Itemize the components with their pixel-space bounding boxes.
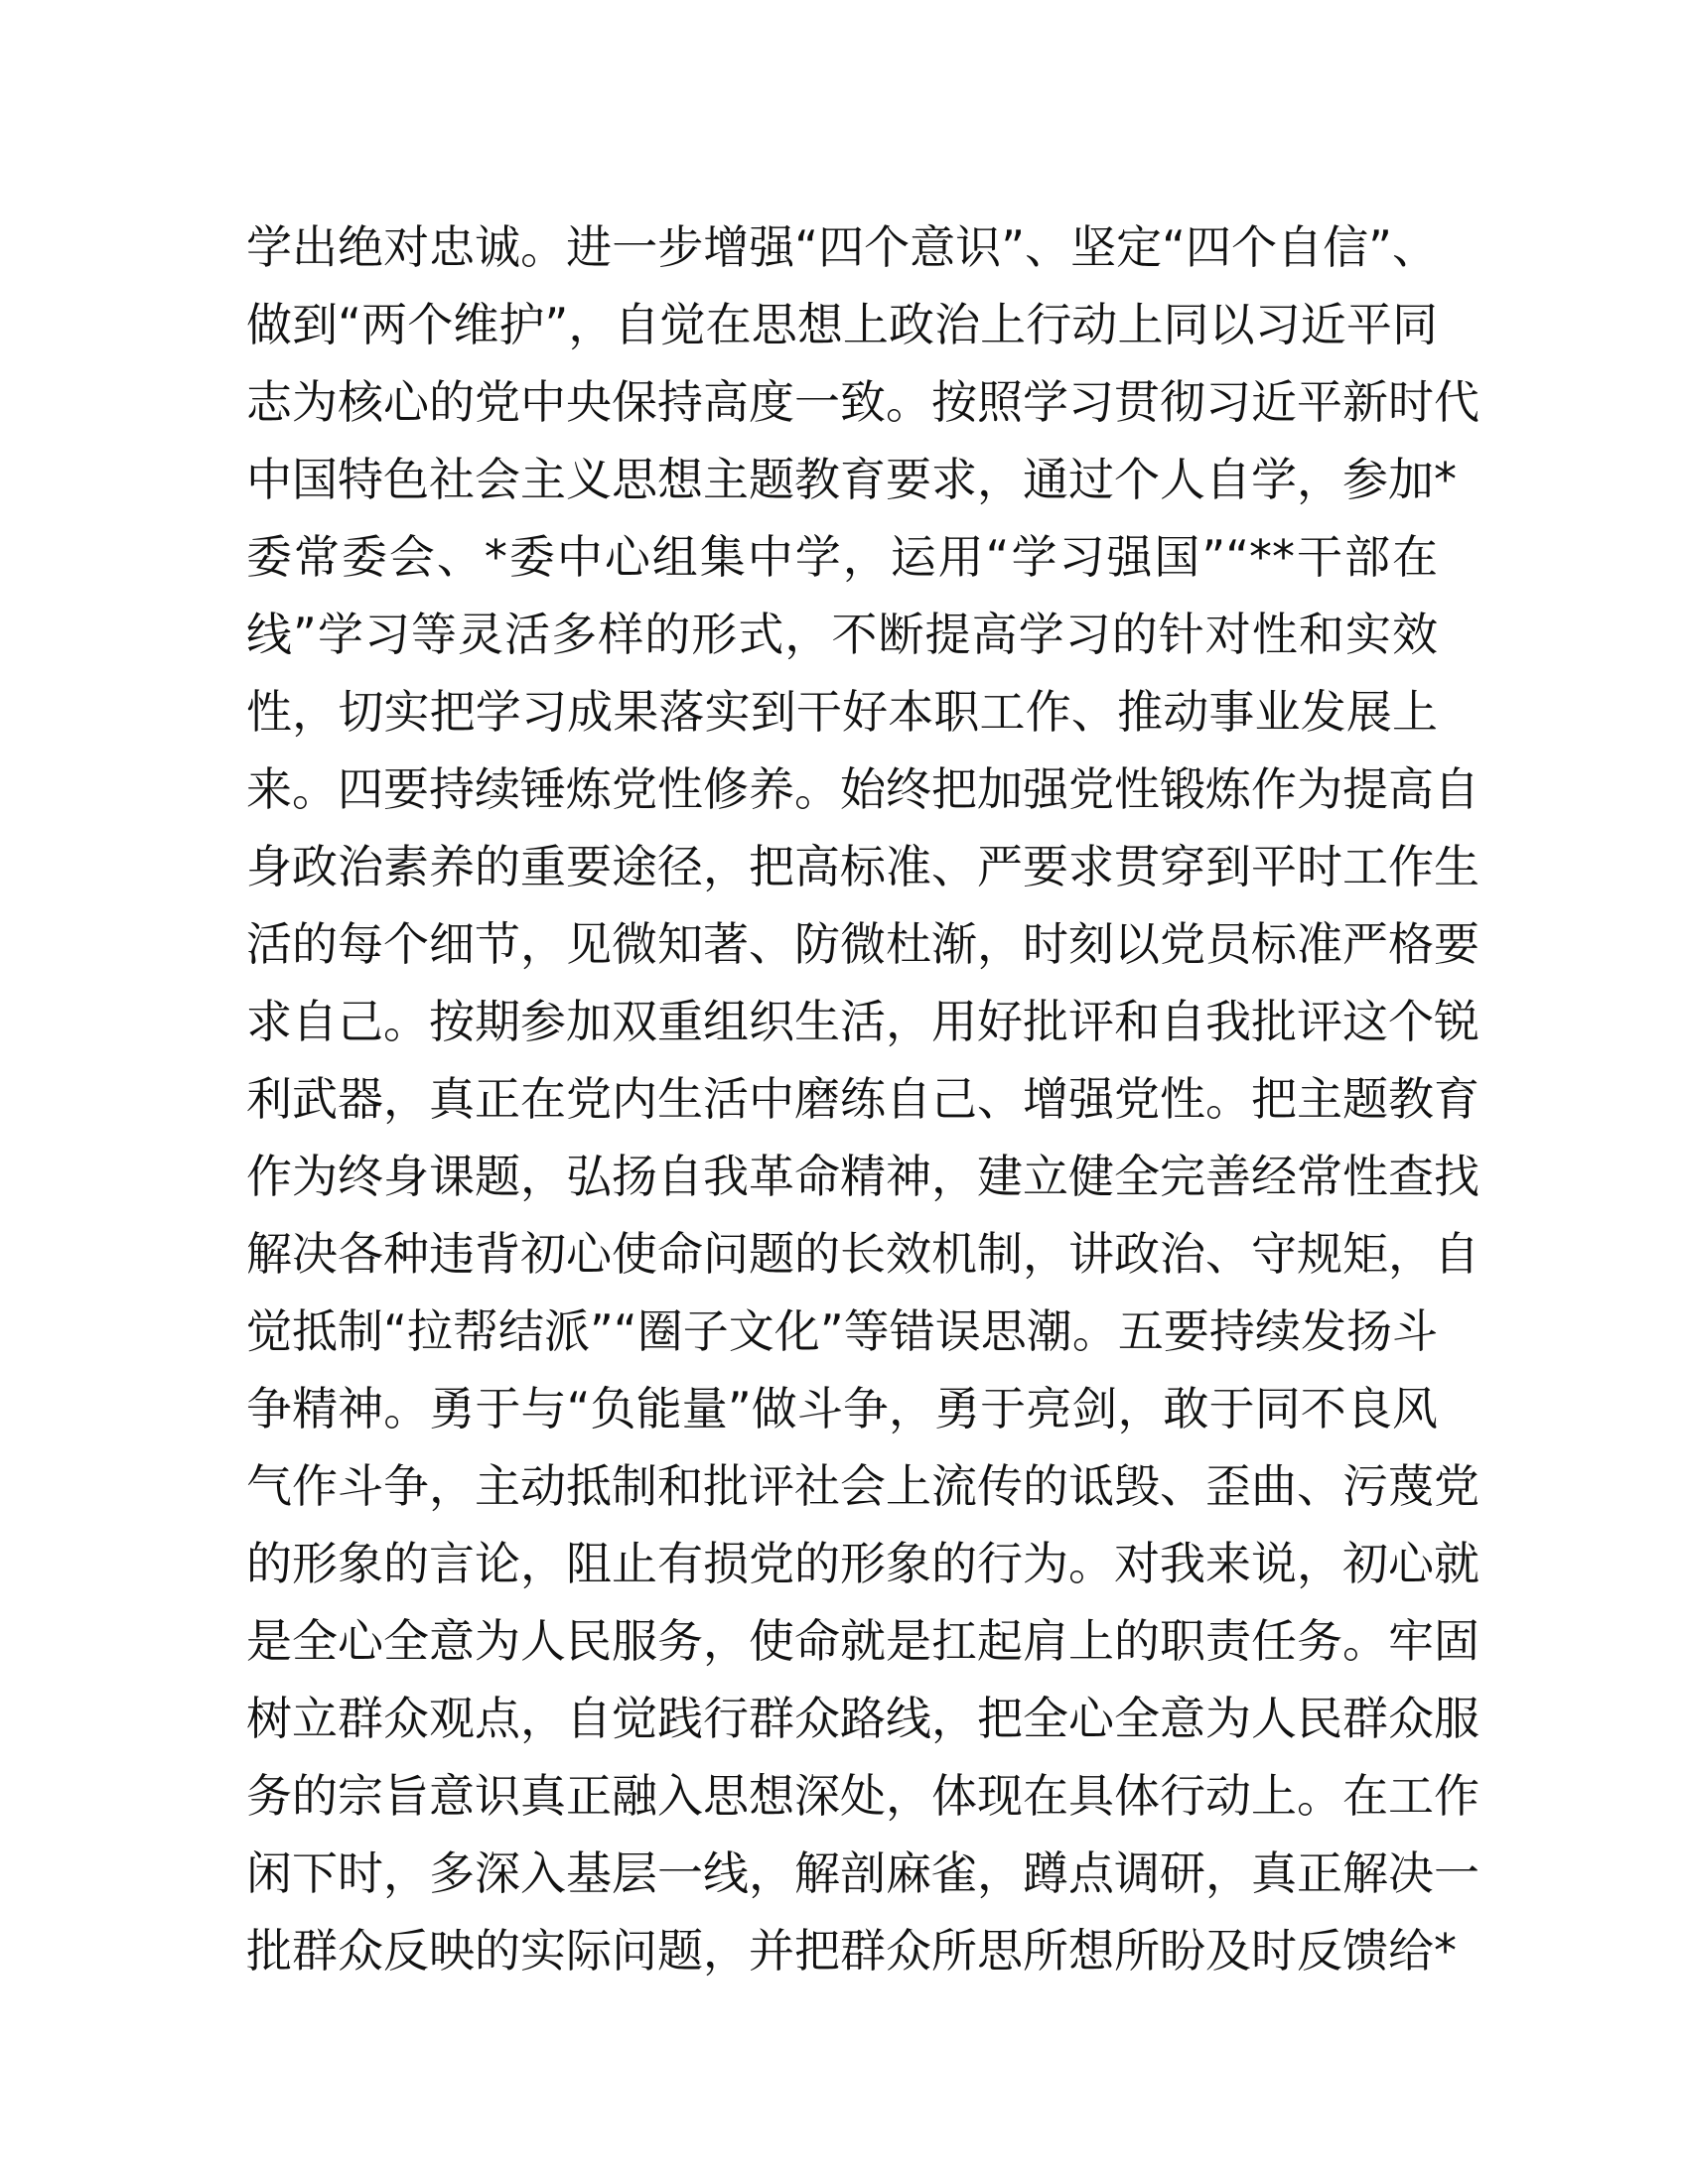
text-line: 利武器，真正在党内生活中磨练自己、增强党性。把主题教育 <box>246 1072 1479 1126</box>
text-line: 线”学习等灵活多样的形式，不断提高学习的针对性和实效 <box>246 608 1438 661</box>
text-line: 作为终身课题，弘扬自我革命精神，建立健全完善经常性查找 <box>246 1150 1479 1203</box>
text-line: 学出绝对忠诚。进一步增强“四个意识”、坚定“四个自信”、 <box>246 220 1438 274</box>
text-line: 是全心全意为人民服务，使命就是扛起肩上的职责任务。牢固 <box>246 1614 1479 1668</box>
text-line: 志为核心的党中央保持高度一致。按照学习贯彻习近平新时代 <box>246 375 1479 429</box>
text-line: 委常委会、*委中心组集中学，运用“学习强国”“**干部在 <box>246 530 1438 584</box>
text-line: 中国特色社会主义思想主题教育要求，通过个人自学，参加* <box>246 453 1457 506</box>
text-line: 做到“两个维护”，自觉在思想上政治上行动上同以习近平同 <box>246 298 1438 351</box>
text-line: 来。四要持续锤炼党性修养。始终把加强党性锻炼作为提高自 <box>246 762 1479 816</box>
text-line: 气作斗争，主动抵制和批评社会上流传的诋毁、歪曲、污蔑党 <box>246 1459 1479 1513</box>
text-line: 觉抵制“拉帮结派”“圈子文化”等错误思潮。五要持续发扬斗 <box>246 1304 1438 1358</box>
text-line: 务的宗旨意识真正融入思想深处，体现在具体行动上。在工作 <box>246 1769 1479 1823</box>
text-line: 活的每个细节，见微知著、防微杜渐，时刻以党员标准严格要 <box>246 917 1479 971</box>
text-line: 树立群众观点，自觉践行群众路线，把全心全意为人民群众服 <box>246 1692 1479 1745</box>
text-line: 身政治素养的重要途径，把高标准、严要求贯穿到平时工作生 <box>246 840 1479 893</box>
text-line: 解决各种违背初心使命问题的长效机制，讲政治、守规矩，自 <box>246 1227 1479 1281</box>
text-line: 争精神。勇于与“负能量”做斗争，勇于亮剑，敢于同不良风 <box>246 1382 1438 1435</box>
body-paragraph <box>246 208 1479 1989</box>
text-line: 批群众反映的实际问题，并把群众所思所想所盼及时反馈给* <box>246 1924 1457 1978</box>
text-line: 性，切实把学习成果落实到干好本职工作、推动事业发展上 <box>246 685 1438 739</box>
text-line: 求自己。按期参加双重组织生活，用好批评和自我批评这个锐 <box>246 995 1479 1048</box>
text-line: 的形象的言论，阻止有损党的形象的行为。对我来说，初心就 <box>246 1537 1479 1590</box>
text-line: 闲下时，多深入基层一线，解剖麻雀，蹲点调研，真正解决一 <box>246 1846 1479 1900</box>
